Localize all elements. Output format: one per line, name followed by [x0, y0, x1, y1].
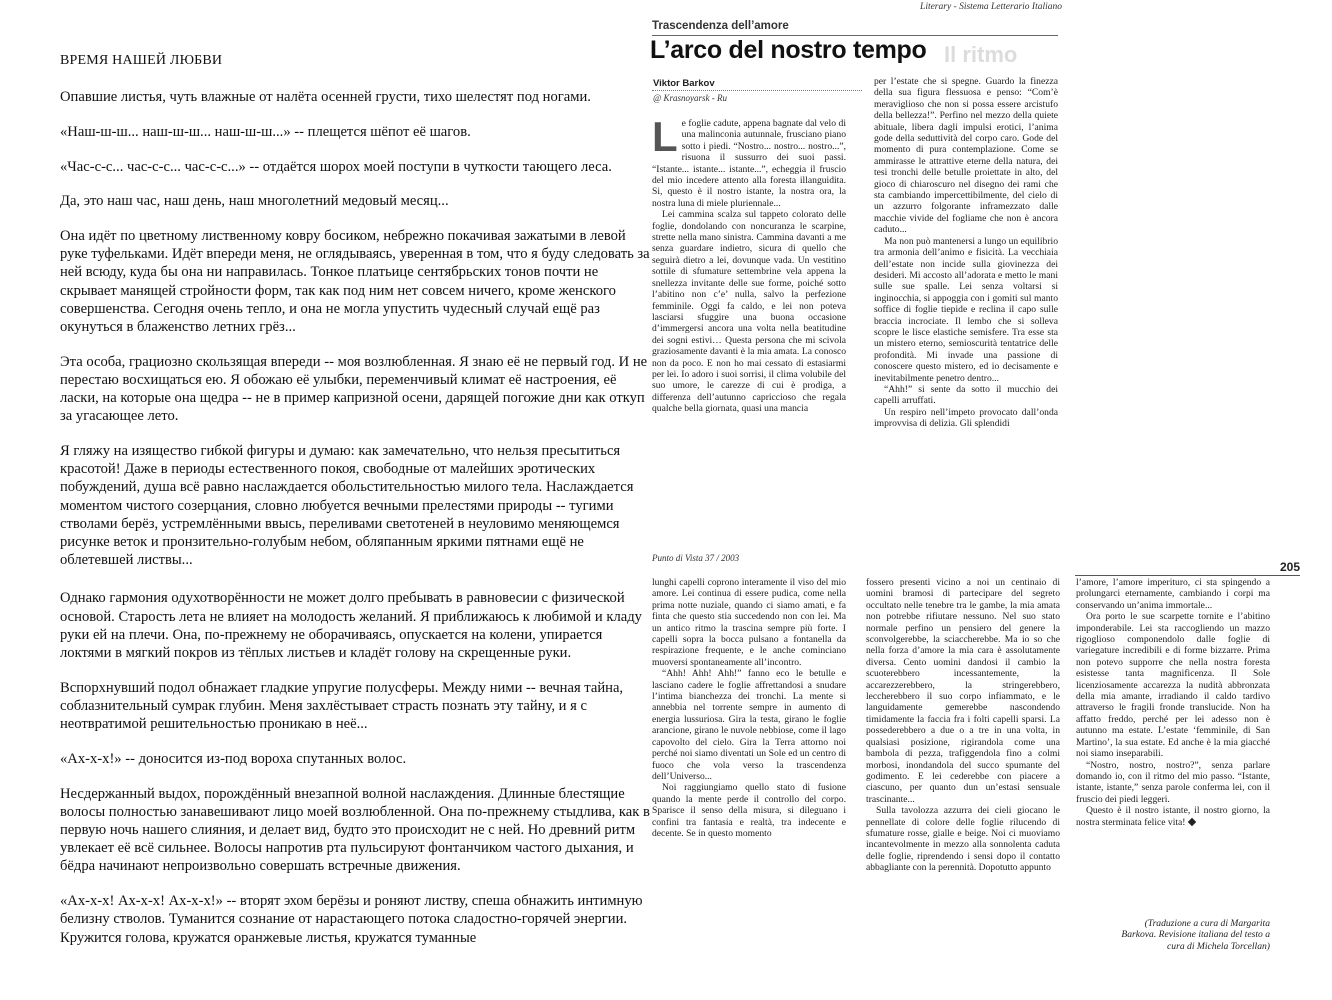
dropcap: L — [652, 113, 678, 160]
article-paragraph: Un respiro nell’impeto provocato dall’onda improvvisa di delizia. Gli splendidi — [874, 406, 1058, 430]
author-location: @ Krasnoyarsk - Ru — [653, 93, 728, 103]
russian-paragraph: «Ах-х-х!» -- доносится из-под вороха спутанных волос. — [60, 750, 407, 767]
page-rule — [1075, 575, 1300, 576]
article-paragraph: l’amore, l’amore imperituro, ci sta spingendo a prolungarci eternamente, cambiando i corpi ma conservando un’anima immortale... — [1076, 577, 1270, 611]
article-paragraph: Sulla tavolozza azzurra dei cieli giocano le pennellate di colore delle foglie rilucendo di sfumature rosse, gialle e beige. Noi ci muoviamo incantevolmente in mezzo alla sonnolenta caduta delle foglie, riprendendo i sensi dopo il contatto abbagliante con la perennità. Dopotutto appunto — [866, 805, 1060, 874]
russian-paragraph: Вспорхнувший подол обнажает гладкие упругие полусферы. Между ними -- вечная тайна, соблазнительный сумрак глубин. Меня захлёстывает страсть познать эту тайну, и я с неотвратимой решительностью проникаю в неё... — [60, 679, 624, 733]
author-rule — [652, 90, 862, 91]
article-column-5 — [1076, 577, 1270, 917]
article-subtitle: Trascendenza dell’amore — [652, 20, 789, 32]
russian-paragraph: Я гляжу на изящество гибкой фигуры и думаю: как замечательно, что нельзя пресытиться красотой! Даже в периоды естественного покоя, свободные от малейших эротических побуждений, душа всё равно наслаждается обольстительностью милого тела. Наслаждается моментом чистого созерцания, словно любуется вечными прелестями природы -- тугими стволами берёз, устремлёнными ввысь, переливами светотеней в неуловимо меняющемся рисунке веток и пронзительно-голубым небом, обляпанным яркими пятнами ещё не облетевшей листвы... — [60, 443, 634, 569]
article-title: L’arco del nostro tempo — [650, 36, 927, 64]
article-paragraph: per l’estate che si spegne. Guardo la finezza della sua figura flessuosa e penso: “Com’è meraviglioso che non si possa essere arcistufo della bellezza!”. Perfino nel mezzo della quiete abituale, libera dagli impulsi erotici, l’anima gode della seduttività del corpo caro. Gode del momento di pura contemplazione. Come se ammirasse le attrattive eterne della natura, dei tesi tronchi delle betulle proiettate in alto, del gioco di chiaroscuro nel disegno dei rami che sta cambiando impercettibilmente, del cielo di un azzurro folgorante inframezzato dalle macchie vivide del fogliame che non è ancora caduto... — [874, 76, 1058, 236]
magazine-header: Literary - Sistema Letterario Italiano — [920, 2, 1062, 12]
article-paragraph: Le foglie cadute, appena bagnate dal velo di una malinconia autunnale, frusciano piano sotto i piedi. “Nostro... nostro... nostro...”, risuona il sussurro dei suoi passi. “Istante... istante... istante...”, echeggia il fruscio del mio incedere attento alla foresta illanguidita. Si, questo è il nostro istante, la nostra ora, la nostra luna di miele pluriennale... — [652, 113, 846, 209]
translation-credit: (Traduzione a cura di Margarita Barkova. Revisione italiana del testo a cura di Michela Torcellan) — [1121, 918, 1270, 952]
russian-paragraph: «Наш-ш-ш... наш-ш-ш... наш-ш-ш...» -- плещется шёпот её шагов. — [60, 123, 471, 140]
russian-paragraph: Да, это наш час, наш день, наш многолетний медовый месяц... — [60, 193, 449, 210]
article-paragraph: Ma non può mantenersi a lungo un equilibrio tra armonia dell’animo e fisicità. La vecchiaia dell’estate non incide sulla giovinezza dei desideri. Mi accosto all’adorata e metto le mani sulle sue spalle. Lei senza voltarsi si inginocchia, si appoggia con i gomiti sul manto soffice di foglie tiepide e reclina il capo sulle braccia incrociate. Il lembo che si solleva scopre le lisce elastiche semisfere. Tra esse sta un mistero eterno, semioscurità tentatrice delle profondità. Mi invade una passione di conoscere questo mistero, ed io decisamente e inevitabilmente penetro dentro... — [874, 235, 1058, 384]
russian-paragraph: «Час-с-с... час-с-с... час-с-с...» -- отдаётся шорох моей поступи в чуткости тающего леса. — [60, 158, 612, 175]
article-paragraph: fossero presenti vicino a noi un centinaio di uomini bramosi di partecipare del segreto occultato nelle tenebre tra le gambe, la mia amata non potrebbe rifiutare nessuno. Nel suo stato normale perfino un pensiero del genere la sconvolgerebbe, la sciaccherebbe. Ma io so che nella forza d’amore la mia cara è assolutamente diversa. Cento uomini dandosi il cambio la scuoterebbero incessantemente, la accarezzerebbero, la stringerebbero, leccherebbero il suo corpo infiammato, e le languidamente gemerebbe nascondendo timidamente la faccia fra i folti capelli sparsi. La possederebbero a due o a tre in una volta, in qualsiasi posizione, rigirandola come una bambola di pezza, trafiggendola fino a colmi morbosi, inondandola del succo spumante del godimento. E lei cederebbe con piacere a ciascuno, per quanto dun un’estasi sensuale trascinante... — [866, 577, 1060, 805]
article-paragraph: “Nostro, nostro, nostro?”, senza parlare domando io, con il ritmo del mio passo. “Istante, istante, istante,” senza parole conferma lei, con il fruscio dei piedi leggeri. — [1076, 759, 1270, 805]
russian-paragraph: Несдержанный выдох, порождённый внезапной волной наслаждения. Длинные блестящие волосы полностью занавешивают лицо моей возлюбленной. Она по-прежнему стыдлива, как в первую ночь нашего слияния, и делает вид, будто это происходит не с ней. Но древний ритм увлекает её всё сильнее. Волосы напротив рта пульсируют фонтанчиком частого дыхания, и бёдра начинают непроизвольно совершать встречные движения. — [60, 785, 650, 875]
russian-paragraph: Эта особа, грациозно скользящая впереди -- моя возлюбленная. Я знаю её не первый год. И не перестаю восхищаться ею. Я обожаю её улыбки, переменчивый климат её настроения, её ласки, на которые она щедра -- не в пример капризной осени, дарящей погожие дни как откуп за угасающее лето. — [60, 353, 648, 425]
article-column-1 — [652, 113, 846, 552]
article-paragraph: “Ahh! Ahh! Ahh!” fanno eco le betulle e lasciano cadere le foglie affrettandosi a snudare l’intima bianchezza dei tronchi. La mente si annebbia nel torrente sempre in aumento di energia lussuriosa. Gira la testa, girano le foglie arancione, girano le nuvole nebbiose, come il lago capovolto del cielo. Gira la Terra attorno noi perché noi siamo diventati un Sole ed un centro di fuoco che vola verso la trascendenza dell’Universo... — [652, 668, 846, 782]
russian-paragraph: Она идёт по цветному лиственному ковру босиком, небрежно покачивая зажатыми в левой руке туфельками. Идёт впереди меня, не оглядываясь, уверенная в том, что я буду следовать за ней всюду, куда бы она ни направилась. Тонкое платьице сентябрьских тонов почти не скрывает манящей стройности форм, так как под ним нет совсем ничего, кроме женского совершенства. Сегодня очень тепло, и она не могла упустить чудесный случай ещё раз окунуться в блаженство летних грёз... — [60, 228, 650, 336]
author-name: Viktor Barkov — [653, 78, 715, 89]
russian-title: ВРЕМЯ НАШЕЙ ЛЮБВИ — [60, 53, 223, 68]
article-paragraph: lunghi capelli coprono interamente il viso del mio amore. Lei continua di essere pudica, come nella prima notte nuziale, quando ci siamo amati, e fa finta che questo stia succedendo non con lei. Ma un antico ritmo la trascina sempre più forte. I capelli sopra la bocca pulsano a fontanella da respirazione frequente, e le anche cominciano muoversi spontaneamente all’incontro. — [652, 577, 846, 668]
article-column-3 — [652, 577, 846, 917]
article-paragraph: “Ahh!” si sente da sotto il mucchio dei capelli arruffati. — [874, 383, 1058, 407]
russian-paragraph: «Ах-х-х! Ах-х-х! Ах-х-х!» -- вторят эхом берёзы и роняют листву, спеша обнажить интимную белизну стволов. Туманится сознание от нарастающего потока сладостно-горячей энергии. Кружится голова, кружатся оранжевые листья, кружатся туманные — [60, 893, 643, 946]
ghost-title: Il ritmo — [944, 42, 1018, 67]
source-citation: Punto di Vista 37 / 2003 — [652, 553, 740, 563]
end-mark-icon — [1188, 818, 1196, 826]
article-column-2 — [874, 76, 1058, 552]
article-column-4 — [866, 577, 1060, 997]
article-paragraph: Ora porto le sue scarpette tornite e l’abitino imponderabile. Lei sta raccogliendo un mazzo rigoglioso componendolo dalle foglie di variegature incredibili e di forme bizzarre. Prima non potevo supporre che nella nostra foresta esistesse tanta magnificenza. Il Sole licenziosamente accarezza la nudità abbronzata della mia amante, irradiando il caldo tardivo attraverso le fragili fronde translucide. Non ha affatto freddo, perché per lei adesso non è autunno ma estate. L’estate ‘femminile, di San Martino’, la sua estate. Ed anche è la mia giacché noi siamo inseparabili. — [1076, 611, 1270, 760]
russian-paragraph: Однако гармония одухотворённости не может долго пребывать в равновесии с физической основой. Старость лета не влияет на молодость желаний. Я приближаюсь к любимой и кладу руки ей на плечи. Она, по-прежнему не оборачиваясь, опускается на колени, упирается локтями в мягкий покров из тёплых листьев и кладёт голову на скрещенные руки. — [60, 590, 642, 662]
article-paragraph: Noi raggiungiamo quello stato di fusione quando la mente perde il controllo del corpo. Sparisce il senso della misura, si dileguano i confini tra fantasia e realtà, tra indecente e decente. Se in questo momento — [652, 782, 846, 839]
article-paragraph: Lei cammina scalza sul tappeto colorato delle foglie, dondolando con noncuranza le scarpine, strette nella mano sinistra. Cammina davanti a me senza guardare indietro, sicura di quello che seguirà dietro a lei, dovunque vada. Un vestitino sottile di sfumature settembrine vela appena la snellezza invitante delle sue forme, poiché sotto l’abitino non c’e’ nulla, salvo la perfezione femminile. Oggi fa caldo, e lei non poteva lasciarsi sfuggire una buona occasione d’immergersi ancora una volta nella beatitudine dei sogni estivi… Questa persona che mi scivola graziosamente davanti è la mia amata. La conosco non da poco. E non ho mai cessato di estasiarmi per lei. Io adoro i suoi sorrisi, il clima volubile del suo umore, le carezze di cui è prodiga, a differenza dell’autunno capriccioso che regala qualche bella giornata, quasi una mancia — [652, 209, 846, 415]
page-number: 205 — [1279, 560, 1300, 574]
article-paragraph: Questo è il nostro istante, il nostro giorno, la nostra sterminata felice vita! — [1076, 805, 1270, 828]
russian-paragraph: Опавшие листья, чуть влажные от налёта осенней грусти, тихо шелестят под ногами. — [60, 89, 591, 106]
